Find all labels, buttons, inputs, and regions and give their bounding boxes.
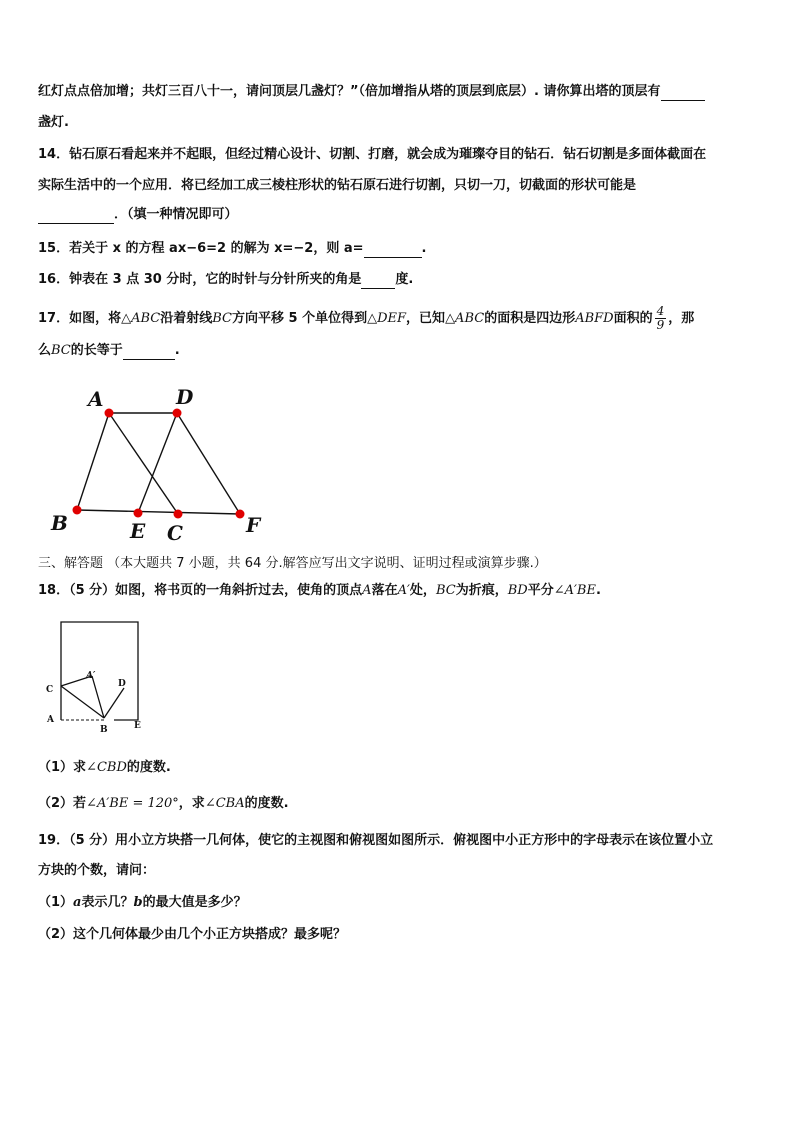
page-border	[61, 622, 138, 720]
section-3-header: 三、解答题 （本大题共 7 小题，共 64 分.解答应写出文字说明、证明过程或演算步骤.）	[38, 556, 547, 571]
q18-part2: （2）若∠A′BE = 120°，求∠CBA的度数.	[38, 796, 289, 811]
point-E	[134, 509, 143, 518]
point-F	[236, 510, 245, 519]
q17-line2: 么BC的长等于 .	[38, 343, 180, 358]
q13-line1: 红灯点点倍加增；共灯三百八十一，请问顶层几盏灯？”（倍加增指从塔的顶层到底层）. 请你算出塔的顶层有	[38, 83, 705, 101]
label-C: C	[46, 685, 54, 695]
q18-part1: （1）求∠CBD的度数.	[38, 760, 171, 775]
point-A	[105, 409, 114, 418]
label-D: D	[176, 385, 194, 409]
point-C	[174, 510, 183, 519]
q15: 15．若关于 x 的方程 ax−6=2 的解为 x=−2，则 a= .	[38, 241, 427, 256]
q13-answer-blank[interactable]	[661, 86, 705, 101]
q13-line2: 盏灯.	[38, 115, 69, 130]
q19-line2: 方块的个数，请问：	[38, 863, 156, 878]
label-E: E	[130, 519, 146, 543]
q14-answer-blank[interactable]	[38, 209, 114, 224]
q15-answer-blank[interactable]	[364, 243, 422, 258]
label-A: A	[88, 387, 104, 411]
q16-answer-blank[interactable]	[361, 274, 395, 289]
bisector-BD	[104, 688, 124, 718]
point-D	[173, 409, 182, 418]
q17-line1: 17．如图，将△ABC沿着射线BC方向平移 5 个单位得到△DEF，已知△ABC的面积是四边形ABFD面积的 $\frac{4}{9}$ ，那	[38, 304, 695, 332]
q19-line1: 19．（5 分）用小立方块搭一几何体，使它的主视图和俯视图如图所示．俯视图中小正方形中的字母表示在该位置小立	[38, 833, 714, 848]
label-C: C	[167, 521, 183, 545]
q14-line1: 14．钻石原石看起来并不起眼，但经过精心设计、切割、打磨，就会成为璀璨夺目的钻石．钻石切割是多面体截面在	[38, 147, 707, 162]
label-B: B	[100, 725, 108, 735]
fraction-4-9: $\frac{4}{9}$	[656, 304, 665, 332]
fig18-folded-page-diagram	[44, 616, 154, 742]
segment-A-prime-B	[92, 676, 104, 718]
segment-AB	[77, 413, 109, 510]
q18-stem: 18．（5 分）如图，将书页的一角斜折过去，使角的顶点A落在A′处，BC为折痕，BD平分∠A′BE.	[38, 583, 601, 598]
label-E: E	[134, 721, 141, 731]
segment-DF	[177, 413, 240, 514]
point-B	[73, 506, 82, 515]
q16: 16．钟表在 3 点 30 分时，它的时针与分针所夹的角是 度.	[38, 272, 414, 287]
label-B: B	[51, 511, 68, 535]
fig17-translation-diagram	[40, 380, 280, 550]
fold-crease-CB	[61, 686, 104, 718]
label-A: A	[47, 715, 54, 725]
label-A-prime: A′	[86, 671, 96, 681]
q17-answer-blank[interactable]	[123, 345, 175, 360]
segment-BF	[77, 510, 240, 514]
q19-part1: （1）a表示几？b的最大值是多少？	[38, 895, 247, 910]
label-F: F	[246, 513, 261, 537]
q14-line2: 实际生活中的一个应用．将已经加工成三棱柱形状的钻石原石进行切割，只切一刀，切截面的形状可能是	[38, 178, 637, 193]
q14-line3: ．（填一种情况即可）	[38, 206, 238, 224]
label-D: D	[118, 679, 126, 689]
q19-part2: （2）这个几何体最少由几个小正方块搭成？最多呢？	[38, 927, 347, 942]
